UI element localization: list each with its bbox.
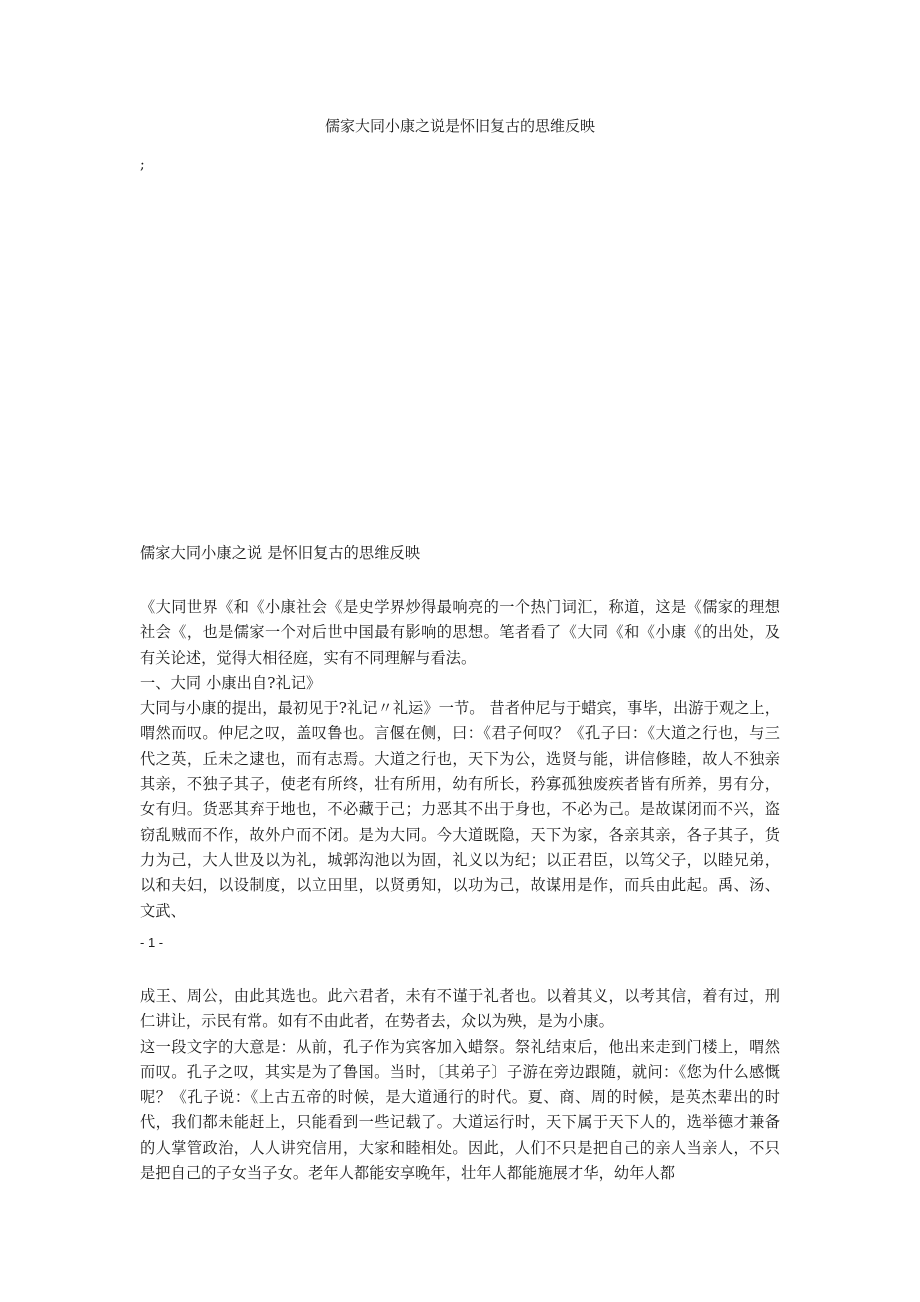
body-paragraph: 成王、周公，由此其选也。此六君者，未有不谨于礼者也。以着其义，以考其信，着有过，刑仁讲让，示民有常。如有不由此者，在势者去，众以为殃，是为小康。 (140, 987, 780, 1031)
intro-paragraph: 《大同世界《和《小康社会《是史学界炒得最响亮的一个热门词汇，称道，这是《儒家的理想社会《，也是儒家一个对后世中国最有影响的思想。笔者看了《大同《和《小康《的出处，及有关论述，觉得大相径庭，实有不同理解与看法。 (140, 598, 780, 667)
article-body-page-2 (140, 984, 780, 1186)
body-paragraph: 大同与小康的提出，最初见于?礼记〃礼运》一节。 昔者仲尼与于蜡宾，事毕，出游于观之上，喟然而叹。仲尼之叹，盖叹鲁也。言偃在侧，曰：《君子何叹？《孔子曰：《大道之行也，与三代之英，丘未之逮也，而有志焉。大道之行也，天下为公，选贤与能，讲信修睦，故人不独亲其亲，不独子其子，使老有所终，壮有所用，幼有所长，矜寡孤独废疾者皆有所养，男有分，女有归。货恶其弃于地也，不必藏于己；力恶其不出于身也，不必为己。是故谋闭而不兴，盗窃乱贼而不作，故外户而不闭。是为大同。今大道既隐，天下为家，各亲其亲，各子其子，货力为己，大人世及以为礼，城郭沟池以为固，礼义以为纪；以正君臣，以笃父子，以睦兄弟，以和夫妇，以设制度，以立田里，以贤勇知，以功为己，故谋用是作，而兵由此起。禹、汤、文武、 (140, 699, 780, 920)
section-heading: 一、大同 小康出自?礼记》 (140, 673, 322, 692)
separator-mark: ; (140, 157, 145, 173)
page-number: - 1 - (140, 935, 164, 950)
article-body-page-1 (140, 595, 780, 924)
page-title: 儒家大同小康之说是怀旧复古的思维反映 (324, 117, 595, 135)
body-paragraph: 这一段文字的大意是：从前，孔子作为宾客加入蜡祭。祭礼结束后，他出来走到门楼上，喟然而叹。孔子之叹，其实是为了鲁国。当时，〔其弟子〕子游在旁边跟随，就问：《您为什么感慨呢？《孔子说：《上古五帝的时候，是大道通行的时代。夏、商、周的时候，是英杰辈出的时代，我们都未能赶上，只能看到一些记载了。大道运行时，天下属于天下人的，选举德才兼备的人掌管政治，人人讲究信用，大家和睦相处。因此，人们不只是把自己的亲人当亲人，不只是把自己的子女当子女。老年人都能安享晚年，壮年人都能施展才华，幼年人都 (140, 1037, 780, 1183)
article-subtitle: 儒家大同小康之说 是怀旧复古的思维反映 (140, 544, 421, 562)
article-subtitle-block (140, 541, 780, 566)
